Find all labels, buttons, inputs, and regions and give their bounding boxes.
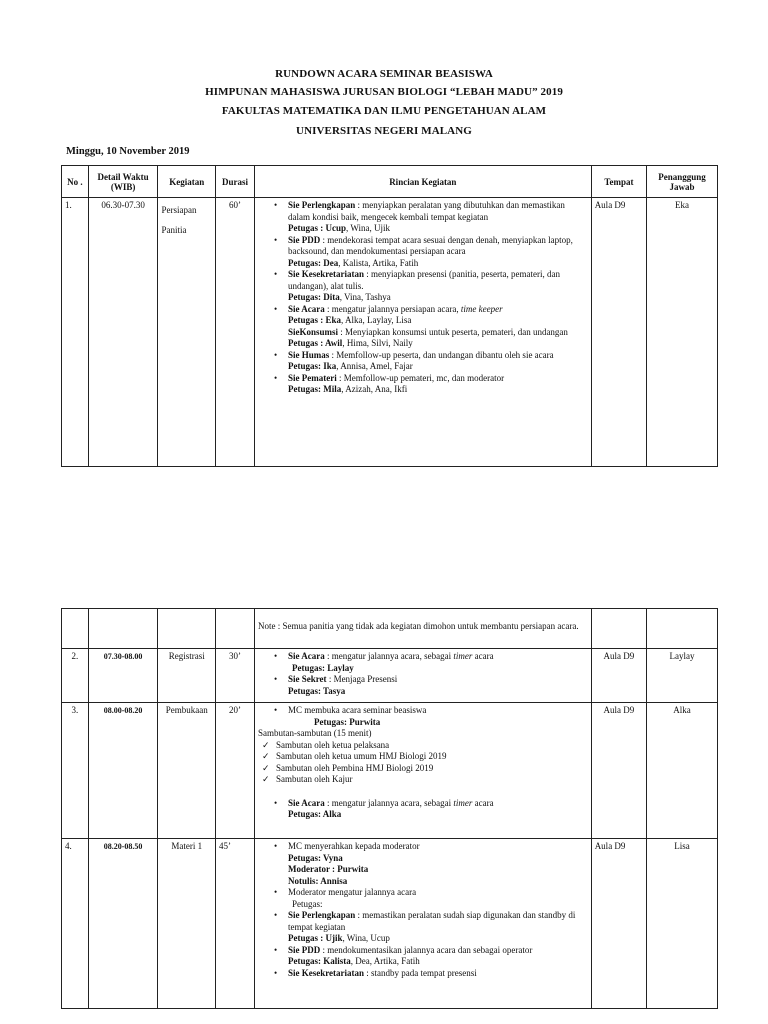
row-place: Aula D9 bbox=[591, 198, 646, 467]
doc-title: RUNDOWN ACARA SEMINAR BEASISWA bbox=[275, 68, 493, 80]
row-no: 4. bbox=[62, 839, 89, 1009]
detail-item: • Moderator mengatur jalannya acara bbox=[273, 887, 417, 897]
row-detail bbox=[254, 198, 591, 467]
detail-item: • Sie PDD : mendekorasi tempat acara sesuai dengan denah, menyiapkan laptop, backsound, dan mendokumentasi persiapan acara bbox=[273, 234, 573, 256]
detail-item: • Sie PDD : mendokumentasikan jalannya acara dan sebagai operator bbox=[273, 944, 533, 955]
detail-item: • Sie Kesekretariatan : standby pada tempat presensi bbox=[273, 967, 477, 978]
table-header-row bbox=[62, 166, 718, 198]
bullet-icon: • bbox=[273, 269, 278, 279]
bullet-icon: • bbox=[273, 200, 278, 210]
col-header-pic: Penanggung Jawab bbox=[647, 166, 718, 198]
col-header-no: No . bbox=[62, 166, 89, 198]
bullet-icon: • bbox=[273, 841, 278, 851]
detail-petugas: Moderator : Purwita bbox=[287, 864, 369, 874]
table-row bbox=[62, 839, 718, 1009]
col-header-place: Tempat bbox=[591, 166, 646, 198]
detail-petugas: Petugas: Dea, Kalista, Artika, Fatih bbox=[287, 257, 419, 268]
checkmark-icon: ✓ bbox=[261, 762, 270, 773]
detail-petugas: Petugas: Vyna bbox=[287, 852, 343, 863]
row-activity: Persiapan Panitia bbox=[158, 198, 215, 467]
detail-item: • MC membuka acara seminar beasiswa bbox=[273, 705, 427, 715]
check-item: ✓ Sambutan oleh ketua umum HMJ Biologi 2019 bbox=[261, 751, 447, 761]
detail-petugas: Petugas: Ika, Annisa, Amel, Fajar bbox=[287, 361, 413, 371]
checkmark-icon: ✓ bbox=[261, 739, 270, 750]
table-row bbox=[62, 703, 718, 839]
check-item: ✓ Sambutan oleh Kajur bbox=[261, 774, 353, 784]
bullet-icon: • bbox=[273, 372, 278, 383]
row-no: 1. bbox=[62, 198, 89, 467]
detail-petugas: Petugas: Kalista, Dea, Artika, Fatih bbox=[287, 956, 420, 966]
detail-petugas: Petugas : Ucup, Wina, Ujik bbox=[287, 223, 390, 233]
row-place: Aula D9 bbox=[591, 703, 646, 839]
row-detail bbox=[254, 839, 591, 1009]
bullet-icon: • bbox=[273, 234, 278, 245]
rundown-table-part1 bbox=[61, 165, 718, 467]
bullet-icon: • bbox=[273, 349, 278, 360]
row-activity: Registrasi bbox=[158, 649, 215, 703]
bullet-icon: • bbox=[273, 674, 278, 684]
detail-item: • Sie Sekret : Menjaga Presensi bbox=[273, 674, 398, 684]
detail-petugas: Petugas : Awil, Hima, Silvi, Naily bbox=[287, 338, 413, 348]
doc-subtitle-faculty: FAKULTAS MATEMATIKA DAN ILMU PENGETAHUAN ALAM bbox=[221, 105, 547, 117]
doc-subtitle-organization: HIMPUNAN MAHASISWA JURUSAN BIOLOGI “LEBAH MADU” 2019 bbox=[205, 86, 563, 98]
row-activity: Materi 1 bbox=[158, 839, 215, 1009]
row-detail bbox=[254, 649, 591, 703]
col-header-time: Detail Waktu (WIB) bbox=[88, 166, 158, 198]
bullet-icon: • bbox=[273, 944, 278, 955]
row-no: 3. bbox=[62, 703, 89, 839]
table-row bbox=[62, 609, 718, 649]
row-pic: Eka bbox=[647, 198, 718, 467]
detail-petugas: Petugas: Alka bbox=[287, 809, 342, 819]
detail-petugas: Petugas: Tasya bbox=[287, 685, 346, 696]
detail-item: • Sie Kesekretariatan : menyiapkan presensi (panitia, peserta, pemateri, dan undangan), alat tulis. bbox=[273, 269, 560, 291]
detail-item: Sambutan-sambutan (15 menit) bbox=[257, 728, 372, 738]
detail-petugas: Petugas: Laylay bbox=[291, 662, 354, 673]
row-place: Aula D9 bbox=[591, 649, 646, 703]
row-pic: Lisa bbox=[647, 839, 718, 1009]
row-time: 07.30-08.00 bbox=[88, 649, 158, 703]
detail-petugas: Notulis: Annisa bbox=[287, 875, 348, 886]
table-row bbox=[62, 198, 718, 467]
row-duration: 60’ bbox=[215, 198, 254, 467]
detail-petugas: Petugas : Ujik, Wina, Ucup bbox=[287, 933, 390, 943]
bullet-icon: • bbox=[273, 797, 278, 808]
col-header-duration: Durasi bbox=[215, 166, 254, 198]
table-row bbox=[62, 649, 718, 703]
detail-petugas: Petugas: Dita, Vina, Tashya bbox=[287, 292, 391, 302]
bullet-icon: • bbox=[273, 303, 278, 314]
bullet-icon: • bbox=[273, 705, 278, 715]
checkmark-icon: ✓ bbox=[261, 751, 270, 761]
detail-item: • Sie Perlengkapan : memastikan peralatan sudah siap digunakan dan standby di tempat kegiatan bbox=[273, 910, 576, 932]
check-item: ✓ Sambutan oleh ketua pelaksana bbox=[261, 739, 390, 750]
detail-item: • Sie Acara : mengatur jalannya persiapan acara, time keeper bbox=[273, 303, 503, 314]
row-place: Aula D9 bbox=[591, 839, 646, 1009]
detail-item: • Sie Acara : mengatur jalannya acara, sebagai timer acara bbox=[273, 797, 494, 808]
row-pic: Alka bbox=[647, 703, 718, 839]
note-text: Note : Semua panitia yang tidak ada kegiatan dimohon untuk membantu persiapan acara. bbox=[254, 609, 591, 649]
bullet-icon: • bbox=[273, 887, 278, 897]
detail-petugas: Petugas: Mila, Azizah, Ana, Ikfi bbox=[287, 384, 408, 394]
detail-petugas: Petugas: bbox=[291, 898, 323, 909]
detail-petugas: Petugas : Eka, Alka, Laylay, Lisa bbox=[287, 315, 412, 325]
detail-item: • Sie Perlengkapan : menyiapkan peralatan yang dibutuhkan dan memastikan dalam kondisi baik, mengecek kembali tempat kegiatan bbox=[273, 200, 565, 222]
rundown-table-part2 bbox=[61, 608, 718, 1009]
detail-petugas: Petugas: Purwita bbox=[313, 716, 381, 727]
detail-item: SieKonsumsi : Menyiapkan konsumsi untuk peserta, pemateri, dan undangan bbox=[287, 326, 568, 337]
row-duration: 45’ bbox=[215, 839, 254, 1009]
row-time: 08.00-08.20 bbox=[88, 703, 158, 839]
row-no: 2. bbox=[62, 649, 89, 703]
detail-item: • Sie Humas : Memfollow-up peserta, dan undangan dibantu oleh sie acara bbox=[273, 349, 554, 360]
detail-item: • Sie Pemateri : Memfollow-up pemateri, mc, dan moderator bbox=[273, 372, 505, 383]
col-header-detail: Rincian Kegiatan bbox=[254, 166, 591, 198]
row-activity: Pembukaan bbox=[158, 703, 215, 839]
bullet-icon: • bbox=[273, 910, 278, 920]
row-duration: 20’ bbox=[215, 703, 254, 839]
bullet-icon: • bbox=[273, 651, 278, 661]
doc-subtitle-university: UNIVERSITAS NEGERI MALANG bbox=[296, 125, 472, 137]
row-pic: Laylay bbox=[647, 649, 718, 703]
checkmark-icon: ✓ bbox=[261, 774, 270, 784]
detail-item: • MC menyerahkan kepada moderator bbox=[273, 841, 420, 851]
row-duration: 30’ bbox=[215, 649, 254, 703]
bullet-icon: • bbox=[273, 967, 278, 978]
detail-item: • Sie Acara : mengatur jalannya acara, sebagai timer acara bbox=[273, 651, 494, 661]
check-item: ✓ Sambutan oleh Pembina HMJ Biologi 2019 bbox=[261, 762, 434, 773]
row-detail bbox=[254, 703, 591, 839]
row-time: 08.20-08.50 bbox=[88, 839, 158, 1009]
event-date: Minggu, 10 November 2019 bbox=[66, 146, 190, 157]
col-header-activity: Kegiatan bbox=[158, 166, 215, 198]
row-time: 06.30-07.30 bbox=[88, 198, 158, 467]
